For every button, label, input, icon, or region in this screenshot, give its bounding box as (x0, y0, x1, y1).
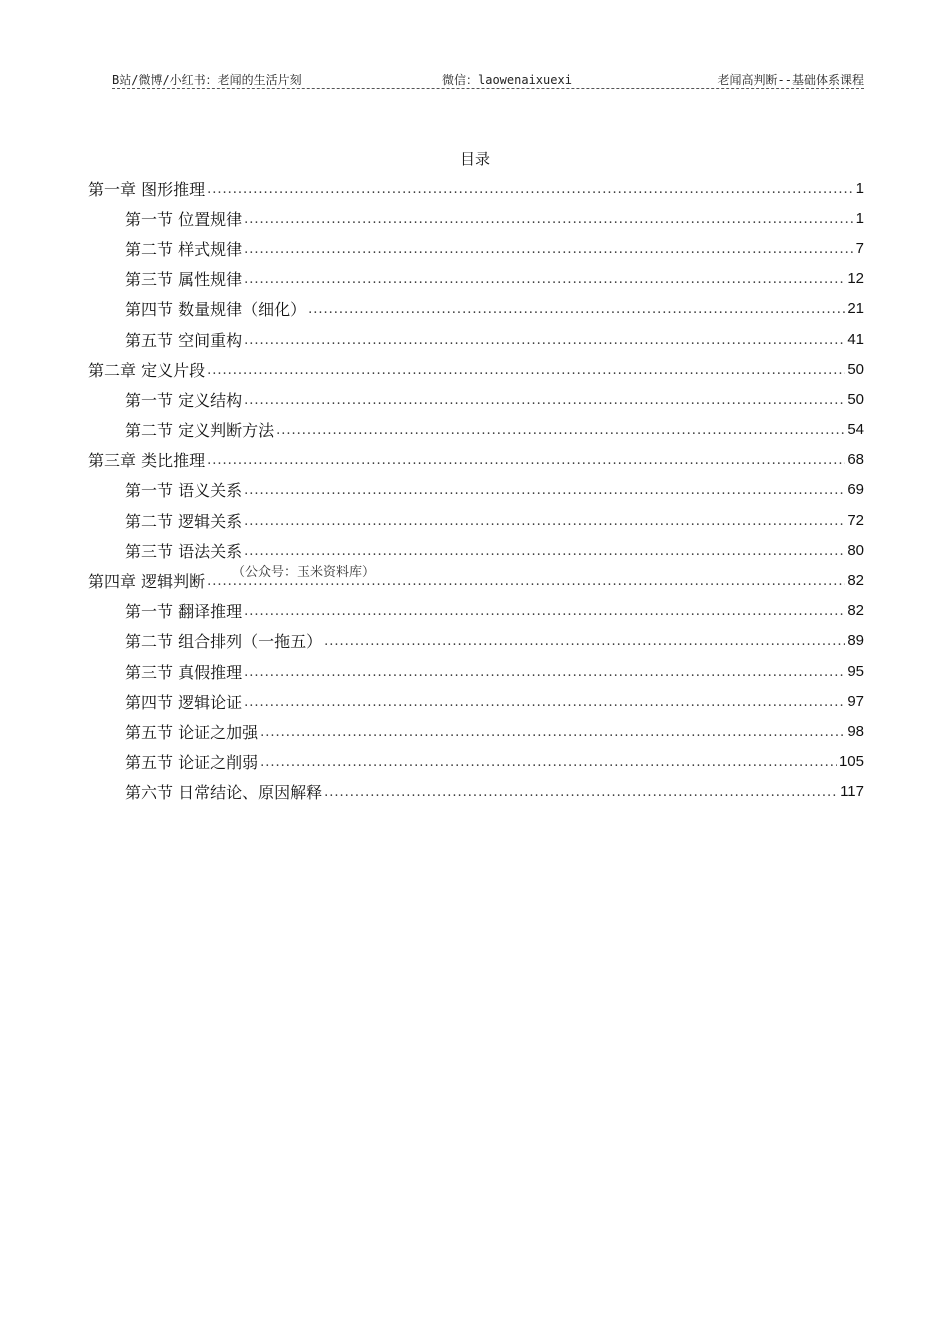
toc-entry-section[interactable] (88, 415, 864, 445)
toc-entry-page-number: 95 (847, 662, 864, 680)
toc-entry-label: 第二节 组合排列（一拖五） (125, 632, 323, 652)
toc-entry-section[interactable] (88, 384, 864, 414)
toc-entry-section[interactable] (88, 505, 864, 535)
toc-entry-page-number: 69 (847, 481, 864, 499)
toc-entry-label: 第四节 逻辑论证 (125, 692, 243, 712)
toc-entry-section[interactable] (88, 686, 864, 716)
toc-entry-page-number: 54 (847, 421, 864, 439)
toc-dot-leader (244, 604, 845, 619)
toc-entry-label: 第二节 定义判断方法 (125, 421, 275, 441)
toc-entry-section[interactable] (88, 535, 864, 565)
toc-entry-label: 第一节 语义关系 (125, 481, 243, 501)
toc-entry-label: 第一节 位置规律 (125, 209, 243, 229)
toc-entry-page-number: 1 (855, 209, 864, 227)
toc-entry-page-number: 7 (855, 239, 864, 257)
toc-entry-label: 第六节 日常结论、原因解释 (125, 783, 323, 803)
toc-entry-label: 第三节 属性规律 (125, 270, 243, 290)
toc-entry-section[interactable] (88, 233, 864, 263)
toc-dot-leader (324, 634, 845, 649)
toc-entry-page-number: 82 (847, 602, 864, 620)
toc-entry-page-number: 50 (847, 360, 864, 378)
toc-entry-chapter[interactable] (88, 565, 864, 595)
toc-dot-leader (244, 393, 845, 408)
toc-entry-label: 第三节 语法关系 (125, 541, 243, 561)
page-header (112, 70, 864, 89)
toc-dot-leader (308, 302, 845, 317)
toc-dot-leader (207, 363, 845, 378)
toc-entry-page-number: 97 (847, 692, 864, 710)
toc-dot-leader (244, 514, 845, 529)
toc-entry-page-number: 21 (847, 300, 864, 318)
toc-dot-leader (244, 544, 845, 559)
toc-entry-section[interactable] (88, 294, 864, 324)
toc-dot-leader (244, 333, 845, 348)
toc-entry-section[interactable] (88, 747, 864, 777)
toc-entry-label: 第二章 定义片段 (88, 360, 206, 380)
toc-entry-label: 第五节 空间重构 (125, 330, 243, 350)
toc-dot-leader (244, 695, 845, 710)
header-wechat: 微信：laowenaixuexi (442, 73, 572, 87)
toc-entry-label: 第五节 论证之加强 (125, 722, 259, 742)
toc-entry-page-number: 117 (840, 783, 864, 801)
toc-entry-section[interactable] (88, 596, 864, 626)
toc-entry-page-number: 68 (847, 451, 864, 469)
toc-entry-label: 第五节 论证之削弱 (125, 753, 259, 773)
toc-dot-leader (260, 755, 837, 770)
watermark-text: （公众号：玉米资料库） (232, 565, 376, 580)
toc-entry-label: 第二节 样式规律 (125, 239, 243, 259)
toc-entry-section[interactable] (88, 264, 864, 294)
toc-dot-leader (324, 785, 838, 800)
toc-entry-page-number: 80 (847, 541, 864, 559)
toc-entry-page-number: 82 (847, 572, 864, 590)
toc-entry-page-number: 1 (855, 179, 864, 197)
toc-entry-label: 第一节 定义结构 (125, 390, 243, 410)
toc-entry-page-number: 41 (847, 330, 864, 348)
toc-dot-leader (244, 272, 845, 287)
toc-entry-label: 第一节 翻译推理 (125, 602, 243, 622)
toc-entry-chapter[interactable] (88, 173, 864, 203)
toc-dot-leader (260, 725, 845, 740)
toc-entry-page-number: 89 (847, 632, 864, 650)
toc-title: 目录 (459, 150, 490, 168)
toc-entry-chapter[interactable] (88, 445, 864, 475)
toc-dot-leader (276, 423, 845, 438)
toc-entry-label: 第四节 数量规律（细化） (125, 300, 307, 320)
toc-dot-leader (244, 483, 845, 498)
header-social-accounts: B站/微博/小红书：老闻的生活片刻 (112, 73, 302, 87)
toc-entry-label: 第一章 图形推理 (88, 179, 206, 199)
table-of-contents (88, 173, 864, 807)
toc-entry-section[interactable] (88, 777, 864, 807)
toc-entry-section[interactable] (88, 716, 864, 746)
toc-entry-section[interactable] (88, 656, 864, 686)
toc-dot-leader (244, 242, 854, 257)
toc-entry-label: 第二节 逻辑关系 (125, 511, 243, 531)
toc-entry-section[interactable] (88, 626, 864, 656)
toc-dot-leader (244, 665, 845, 680)
toc-entry-label: 第三章 类比推理 (88, 451, 206, 471)
toc-entry-page-number: 72 (847, 511, 864, 529)
toc-entry-page-number: 12 (847, 270, 864, 288)
toc-entry-section[interactable] (88, 203, 864, 233)
toc-dot-leader (207, 453, 845, 468)
toc-entry-page-number: 98 (847, 722, 864, 740)
header-course-title: 老闻高判断--基础体系课程 (717, 73, 864, 87)
toc-entry-section[interactable] (88, 475, 864, 505)
toc-entry-section[interactable] (88, 324, 864, 354)
toc-entry-page-number: 50 (847, 390, 864, 408)
toc-entry-label: 第四章 逻辑判断 (88, 572, 206, 592)
toc-dot-leader (244, 212, 854, 227)
toc-entry-label: 第三节 真假推理 (125, 662, 243, 682)
toc-entry-page-number: 105 (838, 753, 864, 771)
toc-dot-leader (207, 182, 854, 197)
toc-entry-chapter[interactable] (88, 354, 864, 384)
